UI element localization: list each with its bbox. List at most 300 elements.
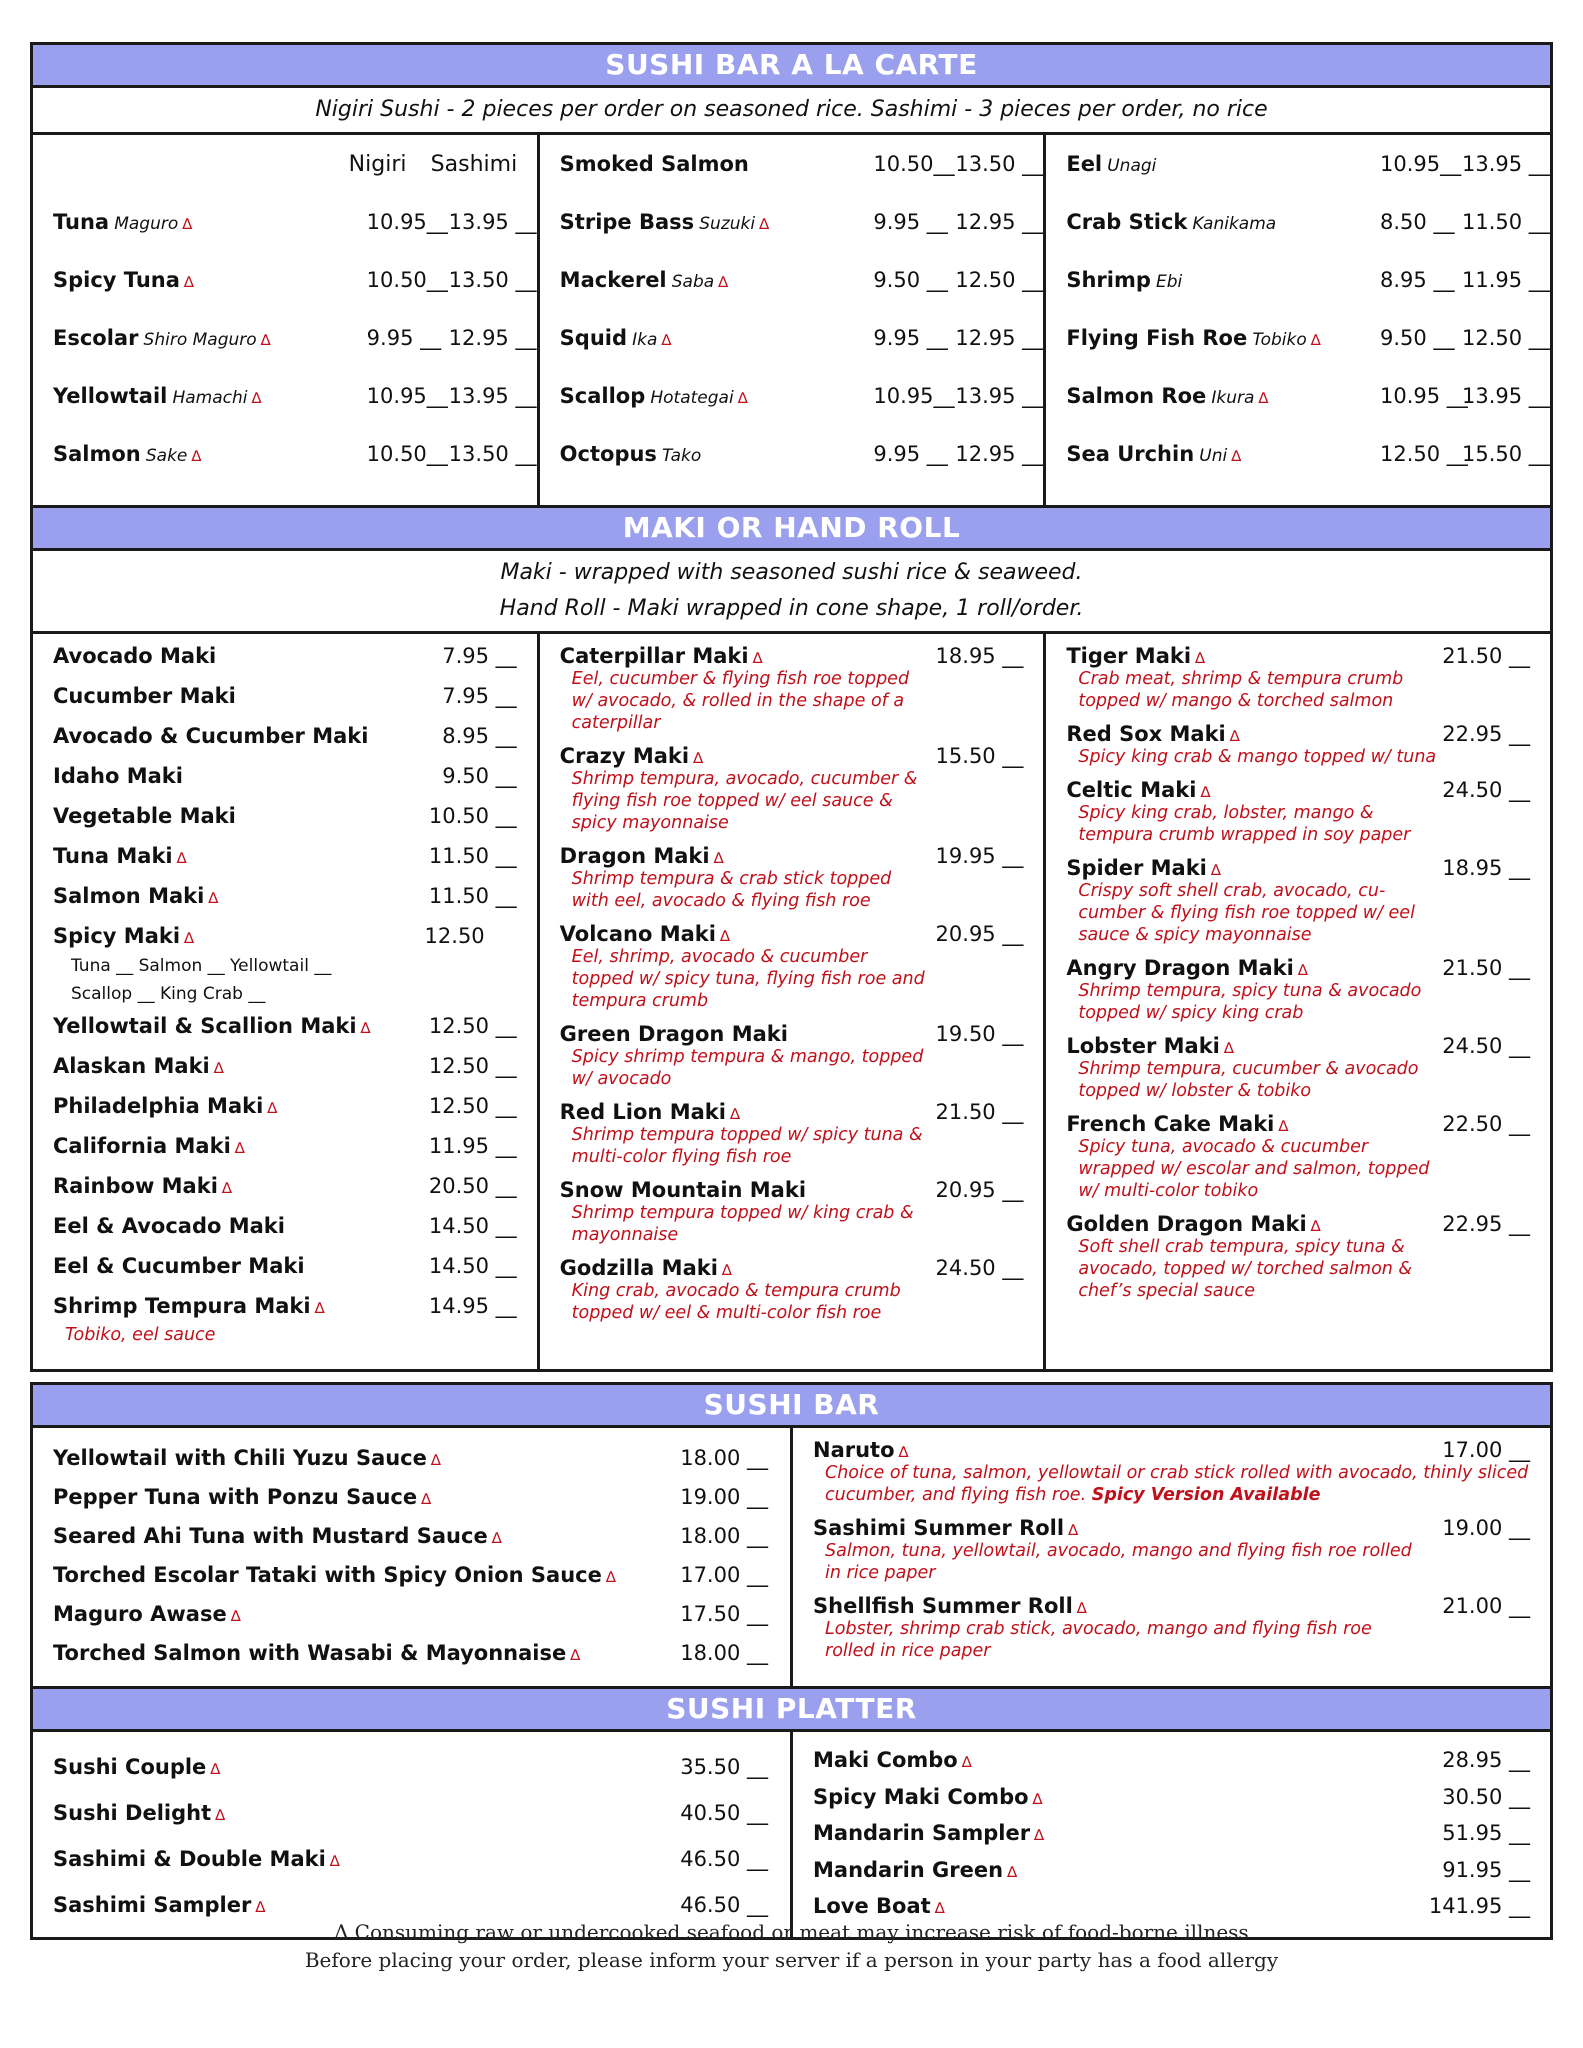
item-name: Tuna xyxy=(53,210,110,234)
item-price: 19.50 __ xyxy=(935,1022,1024,1046)
item-name: Squid xyxy=(559,326,628,350)
raw-warning-icon: ∆ xyxy=(234,1139,245,1157)
maki-note-line-1: Maki - wrapped with seasoned sushi rice & seaweed. xyxy=(500,560,1083,585)
item-name-group xyxy=(53,210,367,234)
item-name: Mandarin Green xyxy=(813,1857,1004,1882)
maki-item-title-row xyxy=(1066,722,1530,746)
raw-warning-icon: ∆ xyxy=(1223,1039,1234,1057)
item-japanese-name: Suzuki xyxy=(699,214,756,234)
maki-item[interactable] xyxy=(1066,722,1530,768)
nigiri-price: 12.50 __ xyxy=(1380,442,1468,466)
item-name-group xyxy=(53,1054,224,1078)
item-description: Shrimp tempura, spicy tuna & avocado topped w/ spicy king crab xyxy=(1078,981,1422,1023)
item-name-group xyxy=(53,1563,616,1587)
item-name: Spicy Maki Combo xyxy=(813,1784,1029,1809)
item-name: Sashimi Sampler xyxy=(53,1893,252,1917)
maki-item-title-row xyxy=(560,844,1024,868)
item-name-group xyxy=(53,1524,502,1548)
item-name-group xyxy=(560,326,874,350)
item-japanese-name: Ika xyxy=(632,330,658,350)
item-name: Salmon xyxy=(53,442,141,466)
item-japanese-name: Kanikama xyxy=(1192,214,1277,234)
maki-item[interactable] xyxy=(560,1100,1024,1168)
item-name-group xyxy=(560,644,763,668)
raw-warning-icon: ∆ xyxy=(1068,1521,1079,1539)
item-name-group xyxy=(560,384,874,408)
item-name: Flying Fish Roe xyxy=(1066,326,1248,350)
raw-warning-icon: ∆ xyxy=(729,1105,740,1123)
maki-item-title-row xyxy=(560,1022,1024,1046)
maki-item-spicy[interactable] xyxy=(53,924,517,952)
raw-warning-icon: ∆ xyxy=(360,1019,371,1037)
sashimi-price: 11.95 __ xyxy=(1462,268,1550,292)
item-name-group xyxy=(53,1602,241,1626)
item-name-group xyxy=(1066,722,1239,746)
sushi-bar-item[interactable] xyxy=(53,1594,768,1633)
raw-warning-icon: ∆ xyxy=(661,331,672,349)
platter-right xyxy=(790,1732,1550,1937)
item-price: 91.95 __ xyxy=(1442,1857,1530,1882)
sushi-bar-item[interactable] xyxy=(813,1516,1530,1584)
maki-item[interactable] xyxy=(1066,644,1530,712)
item-name: Pepper Tuna with Ponzu Sauce xyxy=(53,1484,418,1509)
raw-warning-icon: ∆ xyxy=(215,1806,226,1824)
platter-item[interactable] xyxy=(813,1815,1530,1852)
raw-warning-icon: ∆ xyxy=(1229,727,1240,745)
item-name: Lobster Maki xyxy=(1066,1034,1220,1058)
item-name: Eel & Avocado Maki xyxy=(53,1214,285,1238)
item-name: Dragon Maki xyxy=(559,844,710,868)
sushi-bar-header: SUSHI BAR xyxy=(33,1385,1550,1428)
item-price: 18.95 __ xyxy=(1442,856,1531,880)
item-name: Scallop xyxy=(559,384,646,408)
item-name-group xyxy=(53,1893,265,1917)
item-japanese-name: Sake xyxy=(145,446,188,466)
item-name-group xyxy=(1066,778,1210,802)
maki-item[interactable] xyxy=(1066,1034,1530,1102)
item-japanese-name: Shiro Maguro xyxy=(143,330,257,350)
maki-item[interactable] xyxy=(53,1214,517,1254)
maki-item[interactable] xyxy=(560,1178,1024,1246)
item-name: Yellowtail & Scallion Maki xyxy=(53,1014,357,1038)
item-price: 20.50 __ xyxy=(428,1174,517,1198)
item-name-group xyxy=(1066,210,1380,234)
item-description: Shrimp tempura, cucumber & avocado topped w/ lobster & tobiko xyxy=(1078,1059,1419,1101)
item-name: Sashimi Summer Roll xyxy=(813,1516,1065,1540)
platter-item[interactable] xyxy=(813,1852,1530,1889)
maki-item[interactable] xyxy=(1066,1112,1530,1202)
raw-warning-icon: ∆ xyxy=(1231,447,1242,465)
item-price: 11.50 __ xyxy=(428,884,517,908)
item-name-group xyxy=(53,764,183,788)
raw-warning-icon: ∆ xyxy=(267,1099,278,1117)
platter-item[interactable] xyxy=(53,1790,768,1836)
platter-columns xyxy=(33,1732,1550,1937)
maki-item[interactable] xyxy=(53,884,517,924)
item-price: 24.50 __ xyxy=(1442,1034,1531,1058)
sashimi-price: 13.50 __ xyxy=(955,152,1044,176)
item-description: Crispy soft shell crab, avocado, cu- cumber & flying fish roe topped w/ eel sauce & spicy mayonnaise xyxy=(1078,881,1415,945)
sushi-bar-left xyxy=(33,1428,790,1686)
maki-item[interactable] xyxy=(53,1254,517,1294)
item-name: Escolar xyxy=(53,326,139,350)
sushi-bar-platter-box xyxy=(30,1382,1553,1940)
nigiri-price: 9.50 __ xyxy=(1380,326,1455,350)
item-description-text: Choice of tuna, salmon, yellowtail or crab stick rolled with avocado, thinly sliced cucumber, and flying fish roe. xyxy=(825,1463,1529,1505)
maki-item[interactable] xyxy=(560,1256,1024,1324)
nigiri-price: 8.50 __ xyxy=(1380,210,1455,234)
item-name: Angry Dragon Maki xyxy=(1066,956,1294,980)
item-price: 17.00 __ xyxy=(1442,1438,1530,1462)
sashimi-heading: Sashimi xyxy=(430,151,518,177)
raw-warning-icon: ∆ xyxy=(183,273,194,291)
item-name-group xyxy=(53,1014,371,1038)
a-la-carte-item[interactable] xyxy=(540,367,1044,425)
item-japanese-name: Ikura xyxy=(1211,388,1255,408)
nigiri-price: 10.95 __ xyxy=(1380,384,1468,408)
maki-item-title-row xyxy=(1066,778,1530,802)
item-name-group xyxy=(560,442,874,466)
item-name: French Cake Maki xyxy=(1066,1112,1275,1136)
a-la-carte-item[interactable] xyxy=(1046,251,1550,309)
sushi-bar-item[interactable] xyxy=(53,1477,768,1516)
maki-item[interactable] xyxy=(53,1134,517,1174)
a-la-carte-item[interactable] xyxy=(540,135,1044,193)
maki-item[interactable] xyxy=(1066,778,1530,846)
item-name-group xyxy=(560,210,874,234)
item-name: Seared Ahi Tuna with Mustard Sauce xyxy=(53,1523,488,1548)
item-price: 8.95 __ xyxy=(442,724,517,748)
raw-warning-icon: ∆ xyxy=(1210,861,1221,879)
a-la-carte-item[interactable] xyxy=(33,367,537,425)
raw-warning-icon: ∆ xyxy=(1200,783,1211,801)
menu-page xyxy=(30,42,1553,1940)
nigiri-price: 10.95__ xyxy=(873,384,955,408)
item-price: 7.95 __ xyxy=(442,684,517,708)
item-name-group xyxy=(1066,326,1380,350)
item-description xyxy=(813,1462,1530,1506)
nigiri-price: 10.50__ xyxy=(873,152,955,176)
sashimi-price: 12.95 __ xyxy=(955,210,1044,234)
maki-item[interactable] xyxy=(53,1094,517,1134)
maki-item[interactable] xyxy=(560,744,1024,834)
nigiri-price: 10.95__ xyxy=(366,210,448,234)
a-la-carte-item[interactable] xyxy=(540,193,1044,251)
maki-item[interactable] xyxy=(53,1014,517,1054)
a-la-carte-item[interactable] xyxy=(1046,309,1550,367)
a-la-carte-item[interactable] xyxy=(540,309,1044,367)
item-name-group xyxy=(53,1134,245,1158)
platter-left xyxy=(33,1732,790,1937)
maki-header: MAKI OR HAND ROLL xyxy=(33,508,1550,551)
item-price: 51.95 __ xyxy=(1442,1821,1530,1846)
item-name: Shrimp Tempura Maki xyxy=(53,1294,311,1318)
sashimi-price: 12.95 __ xyxy=(955,442,1044,466)
item-price: 19.95 __ xyxy=(935,844,1024,868)
maki-item[interactable] xyxy=(560,844,1024,912)
platter-item[interactable] xyxy=(53,1744,768,1790)
item-price: 21.50 __ xyxy=(1442,644,1531,668)
item-price: 12.50 __ xyxy=(428,1014,517,1038)
nigiri-price: 10.50__ xyxy=(366,442,448,466)
raw-warning-icon: ∆ xyxy=(1310,331,1321,349)
item-name-group xyxy=(560,844,724,868)
item-name: Naruto xyxy=(813,1438,895,1462)
sashimi-price: 15.50 __ xyxy=(1462,442,1550,466)
sushi-bar-item-naruto[interactable] xyxy=(813,1438,1530,1506)
item-name: Alaskan Maki xyxy=(53,1054,210,1078)
platter-item[interactable] xyxy=(813,1742,1530,1779)
a-la-carte-columns xyxy=(33,135,1550,508)
raw-warning-icon: ∆ xyxy=(421,1489,432,1508)
item-name: Spicy Tuna xyxy=(53,268,180,292)
item-price: 21.50 __ xyxy=(1442,956,1531,980)
item-price: 30.50 __ xyxy=(1442,1784,1530,1809)
item-name-group xyxy=(560,268,874,292)
maki-item[interactable] xyxy=(53,1054,517,1094)
item-description: Shrimp tempura topped w/ king crab & mayonnaise xyxy=(571,1203,914,1245)
sashimi-price: 12.50 __ xyxy=(1462,326,1550,350)
nigiri-price: 9.95 __ xyxy=(873,210,948,234)
item-description: Spicy king crab, lobster, mango & tempura crumb wrapped in soy paper xyxy=(1078,803,1411,845)
item-name: Shrimp xyxy=(1066,268,1151,292)
item-name-group xyxy=(1066,1112,1288,1136)
item-japanese-name: Tako xyxy=(662,446,702,466)
raw-warning-icon: ∆ xyxy=(1297,961,1308,979)
item-name: Idaho Maki xyxy=(53,764,183,788)
raw-warning-icon: ∆ xyxy=(314,1299,325,1317)
maki-item[interactable] xyxy=(53,684,517,724)
item-name: Love Boat xyxy=(813,1894,931,1919)
maki-item-title-row xyxy=(560,644,1024,668)
item-price: 141.95 __ xyxy=(1428,1894,1530,1919)
item-price: 21.00 __ xyxy=(1442,1594,1530,1618)
item-description: Shrimp tempura, avocado, cucumber & flying fish roe topped w/ eel sauce & spicy mayonnaise xyxy=(571,769,918,833)
item-price: 46.50 __ xyxy=(680,1847,768,1871)
item-name-group xyxy=(53,326,367,350)
maki-item[interactable] xyxy=(53,844,517,884)
item-price: 21.50 __ xyxy=(935,1100,1024,1124)
item-price: 18.00 __ xyxy=(680,1640,768,1665)
item-name-group xyxy=(560,744,703,768)
item-title-row xyxy=(813,1516,1530,1540)
item-name-group xyxy=(53,1641,580,1665)
raw-warning-icon: ∆ xyxy=(752,649,763,667)
nigiri-heading: Nigiri xyxy=(348,151,407,177)
item-name-group xyxy=(813,1821,1044,1845)
maki-item[interactable] xyxy=(1066,956,1530,1024)
maki-item[interactable] xyxy=(1066,856,1530,946)
maki-note xyxy=(33,551,1550,634)
a-la-carte-item[interactable] xyxy=(33,193,537,251)
item-price: 9.50 __ xyxy=(442,764,517,788)
item-price: 22.95 __ xyxy=(1442,1212,1531,1236)
raw-warning-icon: ∆ xyxy=(251,389,262,407)
sushi-bar-item[interactable] xyxy=(53,1438,768,1477)
item-name: Spider Maki xyxy=(1066,856,1207,880)
maki-item[interactable] xyxy=(53,724,517,764)
raw-warning-icon: ∆ xyxy=(191,447,202,465)
maki-item[interactable] xyxy=(560,922,1024,1012)
a-la-carte-item[interactable] xyxy=(1046,135,1550,193)
raw-warning-icon: ∆ xyxy=(430,1450,441,1469)
a-la-carte-item[interactable] xyxy=(1046,193,1550,251)
raw-warning-icon: ∆ xyxy=(221,1179,232,1197)
sashimi-price: 13.95 __ xyxy=(955,384,1044,408)
item-name: Torched Salmon with Wasabi & Mayonnaise xyxy=(53,1640,567,1665)
raw-warning-icon: ∆ xyxy=(230,1606,241,1625)
item-japanese-name: Hamachi xyxy=(172,388,248,408)
sushi-bar-item[interactable] xyxy=(813,1594,1530,1662)
item-name-group xyxy=(560,1178,806,1202)
item-price: 11.50 __ xyxy=(428,844,517,868)
item-price: 19.00 __ xyxy=(680,1484,768,1509)
item-name: Celtic Maki xyxy=(1066,778,1197,802)
item-description: King crab, avocado & tempura crumb topped w/ eel & multi-color fish roe xyxy=(571,1281,901,1323)
item-name: Sushi Couple xyxy=(53,1755,207,1779)
maki-item[interactable] xyxy=(53,804,517,844)
item-name-group xyxy=(1066,1212,1320,1236)
maki-item[interactable] xyxy=(53,764,517,804)
item-price: 14.50 __ xyxy=(428,1214,517,1238)
item-price: 14.95 __ xyxy=(428,1294,517,1318)
a-la-carte-item[interactable] xyxy=(540,251,1044,309)
item-price: 18.00 __ xyxy=(680,1445,768,1470)
nigiri-price: 9.50 __ xyxy=(873,268,948,292)
item-name-group xyxy=(53,804,236,828)
a-la-carte-item[interactable] xyxy=(33,425,537,483)
raw-warning-icon: ∆ xyxy=(1195,649,1206,667)
maki-item-title-row xyxy=(1066,856,1530,880)
item-name: Snow Mountain Maki xyxy=(559,1178,807,1202)
platter-item[interactable] xyxy=(813,1779,1530,1816)
item-name: Eel xyxy=(1066,152,1103,176)
item-description: Lobster, shrimp crab stick, avocado, mango and flying fish roe rolled in rice paper xyxy=(825,1619,1372,1661)
item-name-group xyxy=(53,644,216,668)
item-name: Yellowtail xyxy=(53,384,168,408)
raw-warning-icon: ∆ xyxy=(1258,389,1269,407)
item-japanese-name: Uni xyxy=(1199,446,1228,466)
item-price: 28.95 __ xyxy=(1442,1748,1530,1773)
item-price: 17.50 __ xyxy=(680,1601,768,1626)
item-price: 7.95 __ xyxy=(442,644,517,668)
item-price: 24.50 __ xyxy=(1442,778,1531,802)
item-price: 40.50 __ xyxy=(680,1801,768,1825)
item-description: Spicy tuna, avocado & cucumber wrapped w/ escolar and salmon, topped w/ multi-color tobiko xyxy=(1078,1137,1430,1201)
item-name-group xyxy=(813,1785,1043,1809)
item-name: Spicy Maki xyxy=(53,924,181,948)
maki-item[interactable] xyxy=(560,1022,1024,1090)
nigiri-price: 9.95 __ xyxy=(366,326,442,350)
maki-item[interactable] xyxy=(53,644,517,684)
sushi-bar-item[interactable] xyxy=(53,1516,768,1555)
item-name-group xyxy=(813,1438,909,1462)
item-name: Smoked Salmon xyxy=(559,152,749,176)
item-name: Stripe Bass xyxy=(559,210,695,234)
item-price: 22.50 __ xyxy=(1442,1112,1531,1136)
maki-col-2 xyxy=(537,634,1044,1369)
a-la-carte-item[interactable] xyxy=(1046,425,1550,483)
a-la-carte-item[interactable] xyxy=(540,425,1044,483)
platter-item[interactable] xyxy=(53,1836,768,1882)
sushi-bar-item[interactable] xyxy=(53,1633,768,1672)
item-name-group xyxy=(1066,384,1380,408)
item-name-group xyxy=(1066,644,1205,668)
item-japanese-name: Unagi xyxy=(1107,156,1157,176)
item-name-group xyxy=(53,884,218,908)
raw-warning-icon: ∆ xyxy=(184,929,195,947)
item-name: Golden Dragon Maki xyxy=(1066,1212,1307,1236)
raw-warning-icon: ∆ xyxy=(713,849,724,867)
item-name: Red Lion Maki xyxy=(559,1100,726,1124)
maki-item-title-row xyxy=(560,1100,1024,1124)
item-name: Yellowtail with Chili Yuzu Sauce xyxy=(53,1445,427,1470)
item-description: Soft shell crab tempura, spicy tuna & avocado, topped w/ torched salmon & chef’s special sauce xyxy=(1078,1237,1413,1301)
item-name: Green Dragon Maki xyxy=(559,1022,788,1046)
item-name: Maguro Awase xyxy=(53,1601,227,1626)
maki-item[interactable] xyxy=(1066,1212,1530,1302)
maki-note-line-2: Hand Roll - Maki wrapped in cone shape, 1 roll/order. xyxy=(499,596,1084,621)
item-price: 22.95 __ xyxy=(1442,722,1531,746)
item-price: 14.50 __ xyxy=(428,1254,517,1278)
item-japanese-name: Hotategai xyxy=(650,388,734,408)
item-name-group xyxy=(53,684,236,708)
item-name-group xyxy=(813,1594,1087,1618)
raw-warning-icon: ∆ xyxy=(898,1443,909,1461)
item-name-group xyxy=(560,1256,732,1280)
raw-warning-icon: ∆ xyxy=(693,749,704,767)
item-name: Crab Stick xyxy=(1066,210,1188,234)
maki-item-title-row xyxy=(560,1256,1024,1280)
item-name-group xyxy=(53,1755,220,1779)
a-la-carte-item[interactable] xyxy=(1046,367,1550,425)
footer-line-2: Before placing your order, please inform your server if a person in your party has a food allergy xyxy=(304,1948,1279,1972)
item-name-group xyxy=(53,1446,441,1470)
item-price: 11.95 __ xyxy=(428,1134,517,1158)
item-price: 18.00 __ xyxy=(680,1523,768,1548)
sashimi-price: 12.95 __ xyxy=(448,326,537,350)
item-name: Vegetable Maki xyxy=(53,804,236,828)
maki-columns xyxy=(33,634,1550,1369)
item-name-group xyxy=(1066,268,1380,292)
maki-item[interactable] xyxy=(560,644,1024,734)
item-price: 12.50 xyxy=(424,924,485,948)
sashimi-price: 12.95 __ xyxy=(955,326,1044,350)
item-name-group xyxy=(560,152,874,176)
maki-item[interactable] xyxy=(53,1174,517,1214)
nigiri-price: 10.95__ xyxy=(1380,152,1462,176)
maki-col-3 xyxy=(1043,634,1550,1369)
maki-item-title-row xyxy=(1066,644,1530,668)
a-la-carte-item[interactable] xyxy=(33,251,537,309)
item-name-group xyxy=(1066,856,1221,880)
item-name-group xyxy=(1066,152,1380,176)
raw-warning-icon: ∆ xyxy=(961,1753,972,1772)
item-name: Tuna Maki xyxy=(53,844,173,868)
a-la-carte-item[interactable] xyxy=(33,309,537,367)
item-name-group xyxy=(813,1748,972,1772)
item-name: Torched Escolar Tataki with Spicy Onion Sauce xyxy=(53,1562,602,1587)
item-name: Shellfish Summer Roll xyxy=(813,1594,1073,1618)
raw-warning-icon: ∆ xyxy=(934,1899,945,1918)
item-name: Sashimi & Double Maki xyxy=(53,1847,326,1871)
raw-warning-icon: ∆ xyxy=(570,1645,581,1664)
item-name-group xyxy=(53,268,367,292)
a-la-carte-header: SUSHI BAR A LA CARTE xyxy=(33,45,1550,88)
a-la-carte-note: Nigiri Sushi - 2 pieces per order on seasoned rice. Sashimi - 3 pieces per order, no rice xyxy=(33,88,1550,135)
sushi-bar-item[interactable] xyxy=(53,1555,768,1594)
raw-warning-icon: ∆ xyxy=(605,1567,616,1586)
